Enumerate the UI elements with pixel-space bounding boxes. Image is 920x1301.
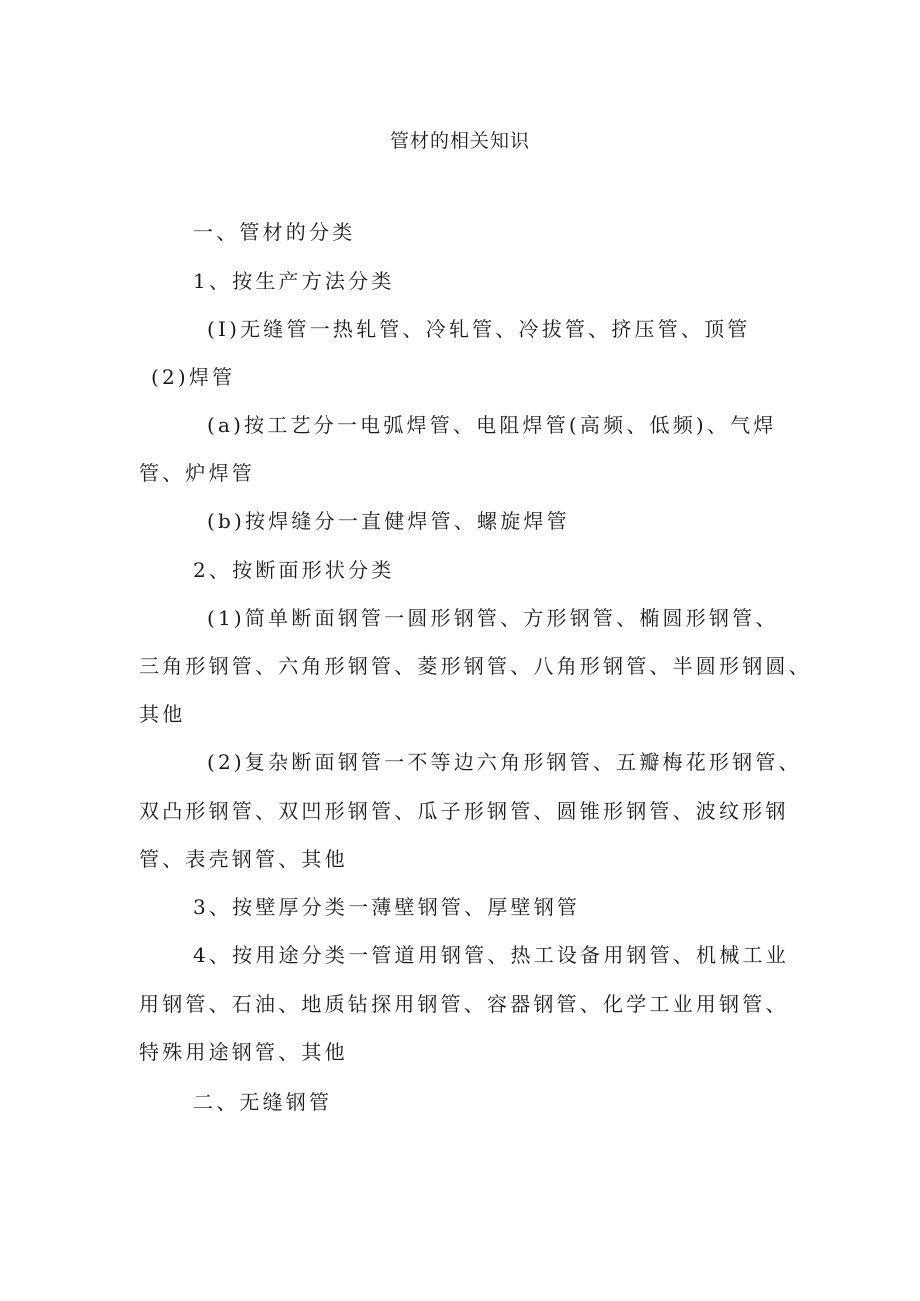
paragraph-line: (b)按焊缝分一直健焊管、螺旋焊管 [207,509,570,533]
paragraph-line: (1)简单断面钢管一圆形钢管、方形钢管、椭圆形钢管、 [207,606,779,630]
paragraph-line: 管、表壳钢管、其他 [139,847,348,871]
paragraph-line: 三角形钢管、六角形钢管、菱形钢管、八角形钢管、半圆形钢圆、 [139,654,812,678]
paragraph-line: (2)焊管 [151,365,236,389]
subsection-heading: 2、按断面形状分类 [193,558,395,582]
paragraph-line: (I)无缝管一热轧管、冷轧管、冷拔管、挤压管、顶管 [207,317,751,341]
subsection-heading: 4、按用途分类一管道用钢管、热工设备用钢管、机械工业 [193,943,789,967]
subsection-heading: 3、按壁厚分类一薄壁钢管、厚壁钢管 [193,895,581,919]
section-heading: 一、管材的分类 [193,220,356,244]
paragraph-line: 用钢管、石油、地质钻探用钢管、容器钢管、化学工业用钢管、 [139,992,789,1016]
paragraph-line: 双凸形钢管、双凹形钢管、瓜子形钢管、圆锥形钢管、波纹形钢 [139,799,789,823]
paragraph-line: 管、炉焊管 [139,461,255,485]
paragraph-line: 其他 [139,702,186,726]
paragraph-line: 特殊用途钢管、其他 [139,1040,348,1064]
paragraph-line: (2)复杂断面钢管一不等边六角形钢管、五瓣梅花形钢管、 [207,750,802,774]
subsection-heading: 1、按生产方法分类 [193,269,395,293]
section-heading: 二、无缝钢管 [193,1090,333,1114]
paragraph-line: (a)按工艺分一电弧焊管、电阻焊管(高频、低频)、气焊 [207,413,777,437]
page-title: 管材的相关知识 [389,130,530,152]
